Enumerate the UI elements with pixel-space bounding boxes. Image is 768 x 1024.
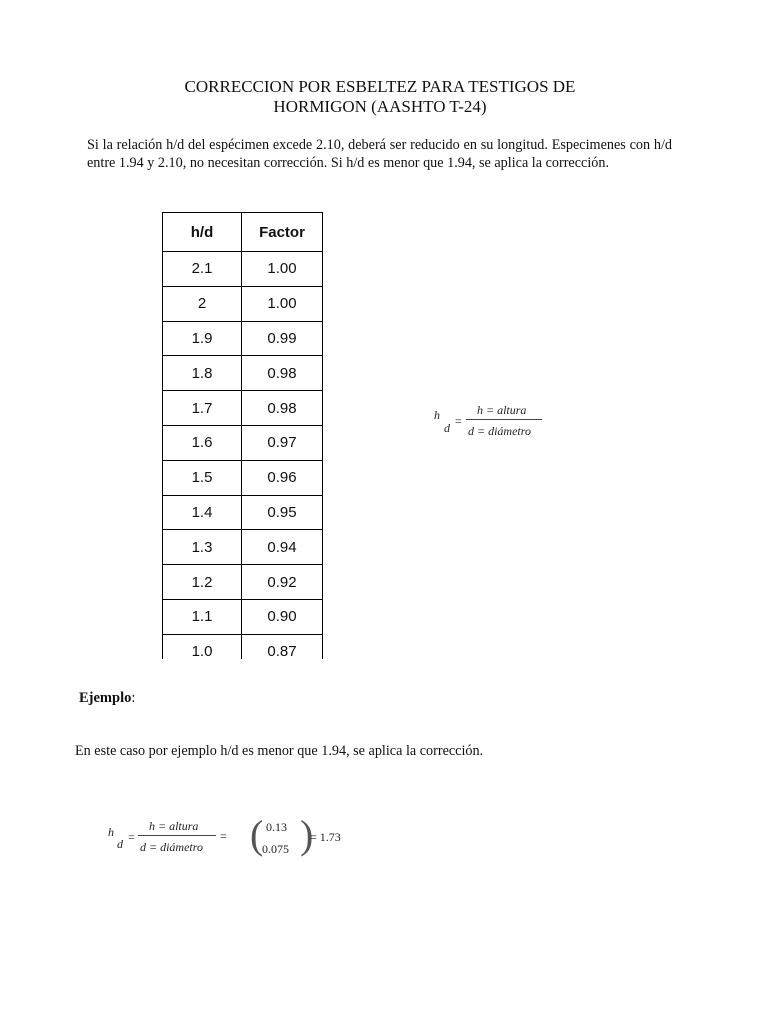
factor-cell: 0.87	[242, 634, 323, 659]
formula-equals: =	[455, 414, 462, 428]
formula-numerator: h = altura	[149, 819, 199, 833]
factor-table-container	[162, 212, 323, 659]
table-row	[163, 356, 323, 391]
formula-denominator: d = diámetro	[140, 840, 203, 854]
document-title-line2: HORMIGON (AASHTO T-24)	[273, 97, 487, 116]
table-row	[163, 530, 323, 565]
factor-cell: 0.97	[242, 425, 323, 460]
table-row	[163, 460, 323, 495]
table-row	[163, 286, 323, 321]
formula-fraction-line	[466, 419, 542, 420]
table-row	[163, 252, 323, 287]
factor-table	[163, 213, 323, 659]
right-paren-icon: )	[300, 812, 314, 857]
formula-equals-2: =	[220, 829, 227, 843]
intro-paragraph: Si la relación h/d del espécimen excede 2.10, deberá ser reducido en su longitud. Especimenes con h/d entre 1.94 y 2.10, no necesitan corrección. Si h/d es menor que 1.94, se aplica la corrección.	[87, 137, 672, 171]
hd-cell: 1.6	[163, 425, 242, 460]
factor-cell: 0.92	[242, 565, 323, 600]
example-heading	[79, 690, 135, 707]
left-paren-icon: (	[250, 812, 264, 857]
table-row	[163, 425, 323, 460]
formula-h: h	[434, 408, 440, 422]
hd-cell: 1.5	[163, 460, 242, 495]
example-text: En este caso por ejemplo h/d es menor que 1.94, se aplica la corrección.	[75, 743, 484, 759]
hd-cell: 1.4	[163, 495, 242, 530]
value-denominator: 0.075	[262, 842, 289, 856]
column-header-hd: h/d	[163, 213, 242, 252]
factor-cell: 0.90	[242, 599, 323, 634]
formula-d: d	[444, 421, 450, 435]
table-header-row	[163, 213, 323, 252]
formula-denominator: d = diámetro	[468, 424, 531, 438]
table-row	[163, 634, 323, 659]
table-row	[163, 495, 323, 530]
factor-cell: 0.96	[242, 460, 323, 495]
factor-cell: 0.94	[242, 530, 323, 565]
table-row	[163, 391, 323, 426]
factor-cell: 1.00	[242, 286, 323, 321]
hd-cell: 2	[163, 286, 242, 321]
table-row	[163, 599, 323, 634]
factor-cell: 0.98	[242, 391, 323, 426]
formula-equals: =	[128, 830, 135, 844]
example-heading-label: Ejemplo	[79, 690, 132, 706]
table-row	[163, 321, 323, 356]
formula-d: d	[117, 837, 123, 851]
column-header-factor: Factor	[242, 213, 323, 252]
value-numerator: 0.13	[266, 820, 287, 834]
slenderness-formula	[434, 402, 554, 442]
formula-fraction-line	[138, 835, 216, 836]
hd-cell: 2.1	[163, 252, 242, 287]
formula-numerator: h = altura	[477, 403, 527, 417]
example-heading-colon: :	[131, 690, 136, 706]
factor-cell: 0.95	[242, 495, 323, 530]
factor-cell: 0.99	[242, 321, 323, 356]
hd-cell: 1.1	[163, 599, 242, 634]
document-title-line1: CORRECCION POR ESBELTEZ PARA TESTIGOS DE	[184, 77, 576, 96]
factor-cell: 1.00	[242, 252, 323, 287]
hd-cell: 1.3	[163, 530, 242, 565]
hd-cell: 1.2	[163, 565, 242, 600]
factor-cell: 0.98	[242, 356, 323, 391]
hd-cell: 1.7	[163, 391, 242, 426]
formula-result: = 1.73	[310, 830, 341, 844]
example-formula	[108, 812, 368, 863]
hd-cell: 1.8	[163, 356, 242, 391]
hd-cell: 1.9	[163, 321, 242, 356]
hd-cell: 1.0	[163, 634, 242, 659]
formula-h: h	[108, 825, 114, 839]
table-row	[163, 565, 323, 600]
